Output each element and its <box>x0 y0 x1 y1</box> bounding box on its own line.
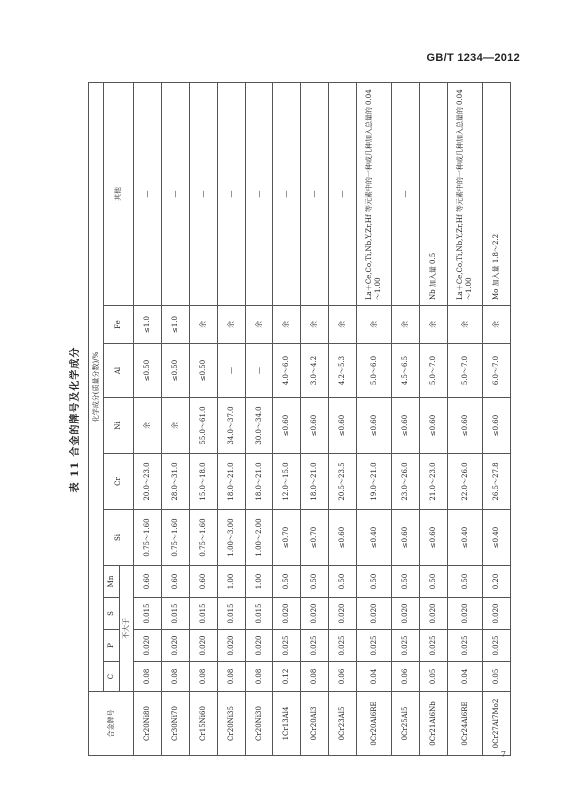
cell-fe: 余 <box>217 306 245 344</box>
cell-other: — <box>392 82 420 305</box>
cell-al: ≤0.50 <box>161 344 189 398</box>
cell-cr: 28.0～31.0 <box>161 454 189 510</box>
composition-table <box>88 82 511 756</box>
cell-s: 0.020 <box>273 598 301 630</box>
cell-cr: 19.0～21.0 <box>357 454 392 510</box>
cell-grade: Cr20Ni35 <box>217 692 245 756</box>
cell-grade: 0Cr20Al6RE <box>357 692 392 756</box>
cell-s: 0.020 <box>329 598 357 630</box>
cell-c: 0.05 <box>482 662 510 692</box>
cell-mn: 0.60 <box>161 566 189 598</box>
cell-fe: 余 <box>419 306 447 344</box>
cell-other: — <box>189 82 217 305</box>
cell-cr: 18.0～21.0 <box>245 454 273 510</box>
cell-s: 0.015 <box>245 598 273 630</box>
cell-mn: 0.60 <box>134 566 162 598</box>
table-title: 表 11 合金的牌号及化学成分 <box>70 346 81 493</box>
cell-grade: Cr20Ni30 <box>245 692 273 756</box>
cell-ni: 余 <box>161 398 189 454</box>
cell-al: 5.0～7.0 <box>419 344 447 398</box>
table-row <box>189 82 217 755</box>
page-number: 7 <box>500 750 506 759</box>
cell-s: 0.020 <box>392 598 420 630</box>
grade-header: 合金牌号 <box>89 692 134 756</box>
cell-cr: 12.0～15.0 <box>273 454 301 510</box>
cell-al: 3.0～4.2 <box>301 344 329 398</box>
cell-cr: 21.0～23.0 <box>419 454 447 510</box>
cell-cr: 20.0～23.0 <box>134 454 162 510</box>
cell-fe: 余 <box>329 306 357 344</box>
cell-mn: 0.50 <box>301 566 329 598</box>
cell-fe: ≤1.0 <box>134 306 162 344</box>
col-header-other: 其他 <box>104 82 134 305</box>
cell-p: 0.020 <box>161 630 189 662</box>
standard-code: GB/T 1234—2012 <box>426 52 520 64</box>
cell-cr: 18.0～21.0 <box>301 454 329 510</box>
cell-other: — <box>329 82 357 305</box>
table-row <box>161 82 189 755</box>
cell-grade: Cr20Ni80 <box>134 692 162 756</box>
not-greater-than-label: 不大于 <box>120 566 134 692</box>
cell-si: ≤0.40 <box>447 510 482 566</box>
cell-mn: 0.60 <box>189 566 217 598</box>
cell-fe: 余 <box>392 306 420 344</box>
cell-fe: 余 <box>482 306 510 344</box>
cell-other: — <box>161 82 189 305</box>
cell-c: 0.06 <box>392 662 420 692</box>
cell-other: Mo 加入量 1.8～2.2 <box>482 82 510 305</box>
cell-ni: ≤0.60 <box>273 398 301 454</box>
cell-other: — <box>301 82 329 305</box>
cell-cr: 20.5～23.5 <box>329 454 357 510</box>
cell-ni: ≤0.60 <box>419 398 447 454</box>
cell-p: 0.020 <box>189 630 217 662</box>
cell-al: 6.0～7.0 <box>482 344 510 398</box>
table-row <box>357 82 392 755</box>
cell-fe: 余 <box>245 306 273 344</box>
col-header-s: S <box>104 598 120 630</box>
col-header-al: Al <box>104 344 134 398</box>
cell-p: 0.020 <box>134 630 162 662</box>
cell-si: 0.75～1.60 <box>161 510 189 566</box>
cell-other: La＋Ce,Co,Ti,Nb,Y,Zr,Hf 等元素中的一种或几种加入总量的 0.04～1.00 <box>447 82 482 305</box>
table-row <box>245 82 273 755</box>
cell-ni: 34.0～37.0 <box>217 398 245 454</box>
table-row <box>329 82 357 755</box>
cell-mn: 0.50 <box>419 566 447 598</box>
cell-p: 0.025 <box>482 630 510 662</box>
cell-s: 0.015 <box>217 598 245 630</box>
cell-si: ≤0.60 <box>392 510 420 566</box>
cell-other: — <box>273 82 301 305</box>
table-row <box>392 82 420 755</box>
cell-s: 0.020 <box>447 598 482 630</box>
table-row <box>482 82 510 755</box>
table-row <box>217 82 245 755</box>
cell-al: 4.5～6.5 <box>392 344 420 398</box>
cell-si: 1.00～3.00 <box>217 510 245 566</box>
cell-al: 4.0～6.0 <box>273 344 301 398</box>
cell-si: 1.00～2.00 <box>245 510 273 566</box>
cell-ni: ≤0.60 <box>447 398 482 454</box>
cell-si: ≤0.40 <box>357 510 392 566</box>
cell-fe: 余 <box>357 306 392 344</box>
table-body <box>134 82 511 755</box>
cell-c: 0.08 <box>245 662 273 692</box>
cell-c: 0.08 <box>134 662 162 692</box>
cell-ni: 30.0～34.0 <box>245 398 273 454</box>
cell-s: 0.020 <box>301 598 329 630</box>
cell-si: ≤0.70 <box>301 510 329 566</box>
cell-other: — <box>245 82 273 305</box>
cell-ni: ≤0.60 <box>392 398 420 454</box>
cell-p: 0.025 <box>301 630 329 662</box>
cell-cr: 18.0～21.0 <box>217 454 245 510</box>
cell-fe: ≤1.0 <box>161 306 189 344</box>
col-header-c: C <box>104 662 120 692</box>
col-header-ni: Ni <box>104 398 134 454</box>
cell-other: La＋Ce,Co,Ti,Nb,Y,Zr,Hf 等元素中的一种或几种加入总量的 0.04～1.00 <box>357 82 392 305</box>
cell-grade: 0Cr20Al3 <box>301 692 329 756</box>
rotated-table-container <box>70 83 511 756</box>
cell-p: 0.025 <box>447 630 482 662</box>
cell-si: ≤0.70 <box>273 510 301 566</box>
cell-cr: 15.0～18.0 <box>189 454 217 510</box>
cell-al: 5.0～6.0 <box>357 344 392 398</box>
cell-ni: 余 <box>134 398 162 454</box>
table-wrapper <box>70 83 511 756</box>
cell-al: 4.2～5.3 <box>329 344 357 398</box>
cell-al: — <box>217 344 245 398</box>
cell-fe: 余 <box>273 306 301 344</box>
cell-si: 0.75～1.60 <box>189 510 217 566</box>
cell-grade: 0Cr23Al5 <box>329 692 357 756</box>
cell-ni: ≤0.60 <box>482 398 510 454</box>
cell-grade: 0Cr24Al6RE <box>447 692 482 756</box>
table-row <box>419 82 447 755</box>
cell-s: 0.020 <box>357 598 392 630</box>
cell-ni: ≤0.60 <box>329 398 357 454</box>
cell-c: 0.08 <box>161 662 189 692</box>
composition-header: 化学成分(质量分数)/% <box>89 82 104 691</box>
cell-p: 0.025 <box>357 630 392 662</box>
cell-cr: 22.0～26.0 <box>447 454 482 510</box>
cell-other: — <box>134 82 162 305</box>
cell-ni: 55.0～61.0 <box>189 398 217 454</box>
cell-c: 0.04 <box>447 662 482 692</box>
cell-c: 0.08 <box>189 662 217 692</box>
col-header-si: Si <box>104 510 134 566</box>
table-row <box>301 82 329 755</box>
table-row <box>134 82 162 755</box>
cell-fe: 余 <box>447 306 482 344</box>
cell-al: 5.0～7.0 <box>447 344 482 398</box>
col-header-p: P <box>104 630 120 662</box>
col-header-fe: Fe <box>104 306 134 344</box>
cell-mn: 0.50 <box>273 566 301 598</box>
cell-s: 0.015 <box>134 598 162 630</box>
cell-other: — <box>217 82 245 305</box>
cell-cr: 26.5～27.8 <box>482 454 510 510</box>
cell-s: 0.020 <box>482 598 510 630</box>
cell-cr: 23.0～26.0 <box>392 454 420 510</box>
table-row <box>447 82 482 755</box>
cell-al: — <box>245 344 273 398</box>
cell-c: 0.04 <box>357 662 392 692</box>
cell-c: 0.12 <box>273 662 301 692</box>
cell-si: ≤0.40 <box>482 510 510 566</box>
cell-s: 0.020 <box>419 598 447 630</box>
cell-si: ≤0.60 <box>329 510 357 566</box>
cell-c: 0.06 <box>329 662 357 692</box>
cell-grade: 0Cr21Al6Nb <box>419 692 447 756</box>
cell-mn: 1.00 <box>217 566 245 598</box>
table-row <box>273 82 301 755</box>
cell-p: 0.025 <box>419 630 447 662</box>
cell-si: 0.75～1.60 <box>134 510 162 566</box>
cell-ni: ≤0.60 <box>357 398 392 454</box>
cell-mn: 0.50 <box>447 566 482 598</box>
cell-mn: 0.50 <box>357 566 392 598</box>
cell-c: 0.08 <box>217 662 245 692</box>
cell-p: 0.020 <box>217 630 245 662</box>
cell-p: 0.020 <box>245 630 273 662</box>
cell-grade: 0Cr27Al7Mo2 <box>482 692 510 756</box>
cell-grade: Cr15Ni60 <box>189 692 217 756</box>
cell-p: 0.025 <box>273 630 301 662</box>
cell-c: 0.05 <box>419 662 447 692</box>
cell-mn: 0.20 <box>482 566 510 598</box>
cell-ni: ≤0.60 <box>301 398 329 454</box>
cell-al: ≤0.50 <box>134 344 162 398</box>
cell-grade: 1Cr13Al4 <box>273 692 301 756</box>
cell-fe: 余 <box>301 306 329 344</box>
cell-grade: Cr30Ni70 <box>161 692 189 756</box>
cell-si: ≤0.60 <box>419 510 447 566</box>
cell-p: 0.025 <box>329 630 357 662</box>
cell-mn: 1.00 <box>245 566 273 598</box>
cell-mn: 0.50 <box>329 566 357 598</box>
cell-al: ≤0.50 <box>189 344 217 398</box>
cell-mn: 0.50 <box>392 566 420 598</box>
cell-p: 0.025 <box>392 630 420 662</box>
cell-other: Nb 加入量 0.5 <box>419 82 447 305</box>
cell-fe: 余 <box>189 306 217 344</box>
cell-s: 0.015 <box>189 598 217 630</box>
cell-s: 0.015 <box>161 598 189 630</box>
cell-c: 0.08 <box>301 662 329 692</box>
col-header-cr: Cr <box>104 454 134 510</box>
col-header-mn: Mn <box>104 566 120 598</box>
cell-grade: 0Cr25Al5 <box>392 692 420 756</box>
